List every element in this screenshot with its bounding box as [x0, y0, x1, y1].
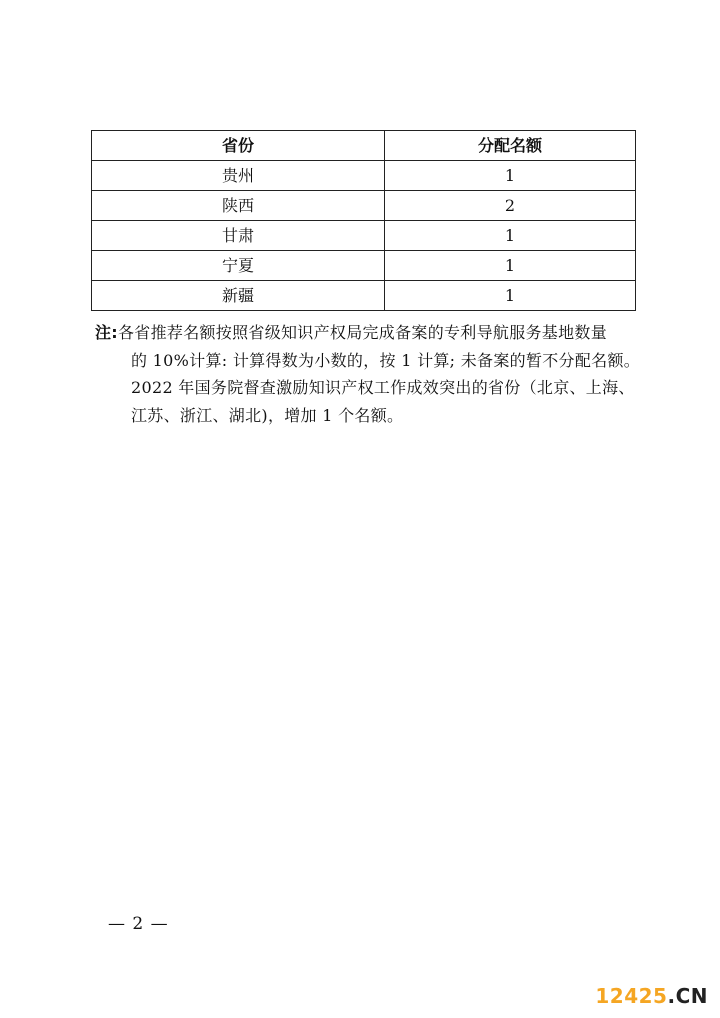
header-province: 省份	[92, 131, 385, 161]
quota-cell: 1	[385, 251, 636, 281]
table-row	[92, 281, 636, 311]
page-number: — 2 —	[108, 914, 169, 934]
footnote	[95, 319, 640, 429]
site-watermark	[595, 984, 708, 1008]
footnote-text: 各省推荐名额按照省级知识产权局完成备案的专利导航服务基地数量	[118, 323, 608, 342]
table-row	[92, 161, 636, 191]
quota-cell: 1	[385, 221, 636, 251]
header-quota: 分配名额	[385, 131, 636, 161]
province-cell: 宁夏	[92, 251, 385, 281]
province-cell: 贵州	[92, 161, 385, 191]
quota-cell: 1	[385, 281, 636, 311]
table-row	[92, 191, 636, 221]
province-cell: 甘肃	[92, 221, 385, 251]
quota-table	[91, 130, 636, 311]
table-row	[92, 251, 636, 281]
quota-cell: 2	[385, 191, 636, 221]
footnote-line: 的 10%计算: 计算得数为小数的，按 1 计算; 未备案的暂不分配名额。	[131, 350, 641, 370]
table-row	[92, 221, 636, 251]
watermark-domain: .CN	[667, 984, 708, 1008]
quota-cell: 1	[385, 161, 636, 191]
province-cell: 新疆	[92, 281, 385, 311]
footnote-line: 江苏、浙江、湖北)，增加 1 个名额。	[131, 405, 404, 425]
footnote-line	[95, 319, 640, 347]
table-header-row	[92, 131, 636, 161]
footnote-line: 2022 年国务院督查激励知识产权工作成效突出的省份（北京、上海、	[131, 378, 635, 397]
watermark-number: 12425	[595, 984, 668, 1008]
footnote-label: 注:	[95, 323, 118, 342]
province-cell: 陕西	[92, 191, 385, 221]
